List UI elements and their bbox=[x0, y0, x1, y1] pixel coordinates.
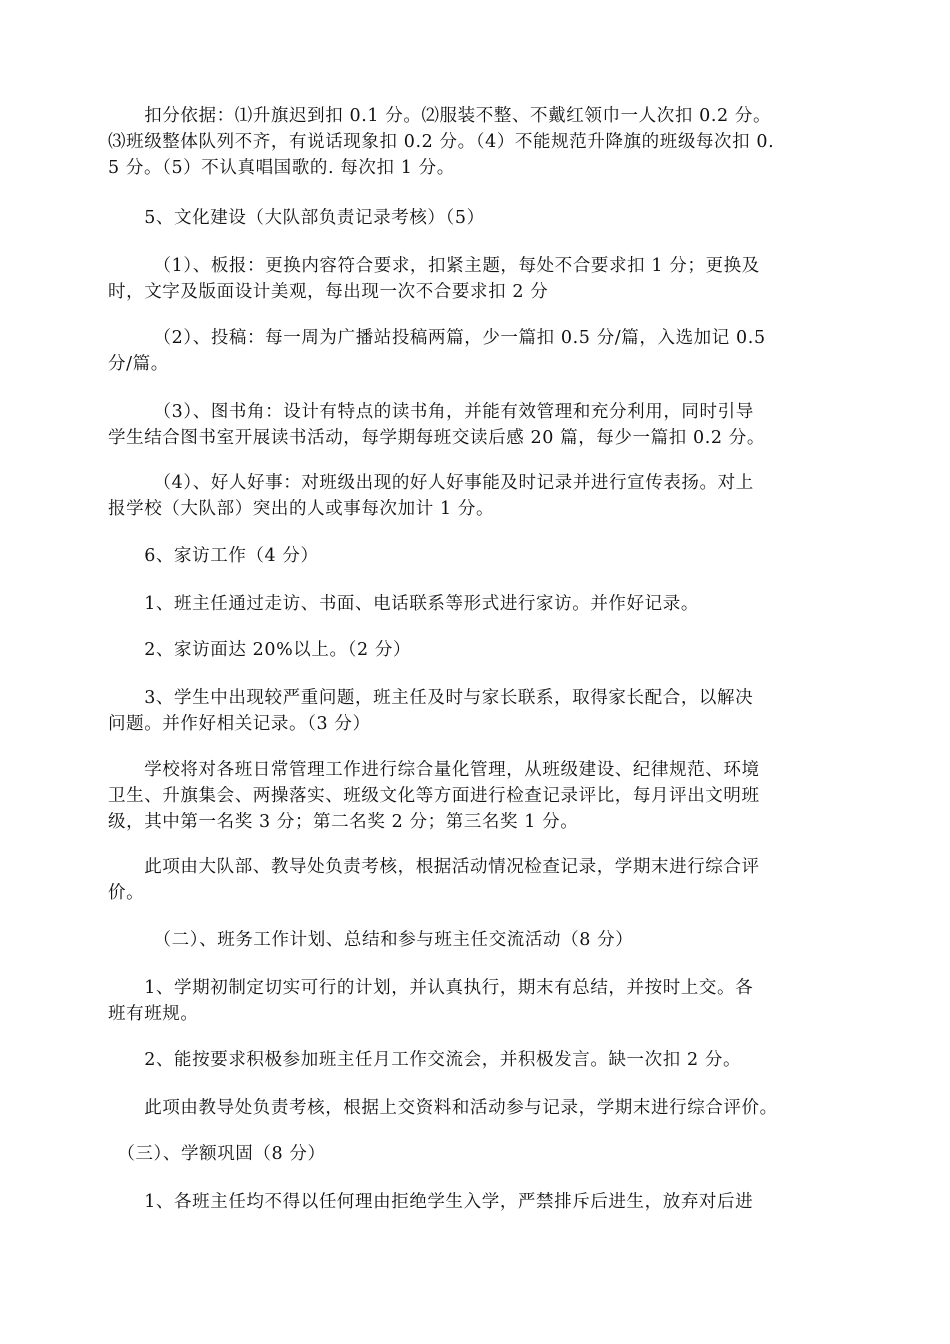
text-line: 分/篇。 bbox=[108, 354, 169, 374]
paragraph-deduction-basis bbox=[108, 103, 844, 181]
text-line: （1）、板报：更换内容符合要求，扣紧主题，每处不合要求扣 1 分；更换及 bbox=[108, 256, 760, 276]
text-line: 问题。并作好相关记录。（3 分） bbox=[108, 714, 371, 734]
text-line: ⑶班级整体队列不齐，有说话现象扣 0.2 分。（4）不能规范升降旗的班级每次扣 0. bbox=[108, 132, 775, 152]
paragraph-enrollment-1 bbox=[108, 1189, 844, 1215]
paragraph-quantified-management bbox=[108, 757, 844, 835]
text-line: 学生结合图书室开展读书活动，每学期每班交读后感 20 篇，每少一篇扣 0.2 分。 bbox=[108, 428, 765, 448]
text-line: 2、家访面达 20%以上。（2 分） bbox=[108, 640, 412, 660]
paragraph-plan-1 bbox=[108, 975, 844, 1027]
text-line: 学校将对各班日常管理工作进行综合量化管理，从班级建设、纪律规范、环境 bbox=[108, 760, 760, 780]
text-line: 5、文化建设（大队部负责记录考核）（5） bbox=[108, 208, 485, 228]
heading-culture-construction bbox=[108, 205, 844, 231]
heading-enrollment bbox=[108, 1141, 844, 1167]
text-line: 1、班主任通过走访、书面、电话联系等形式进行家访。并作好记录。 bbox=[108, 594, 699, 614]
text-line: 卫生、升旗集会、两操落实、班级文化等方面进行检查记录评比，每月评出文明班 bbox=[108, 786, 760, 806]
paragraph-submission bbox=[108, 325, 844, 377]
paragraph-assessment-brigade bbox=[108, 854, 844, 906]
text-line: （4）、好人好事：对班级出现的好人好事能及时记录并进行宣传表扬。对上 bbox=[108, 473, 754, 493]
paragraph-good-deeds bbox=[108, 470, 844, 522]
text-line: 价。 bbox=[108, 883, 145, 903]
paragraph-book-corner bbox=[108, 399, 844, 451]
text-line: 1、各班主任均不得以任何理由拒绝学生入学，严禁排斥后进生，放弃对后进 bbox=[108, 1192, 754, 1212]
text-line: 3、学生中出现较严重问题，班主任及时与家长联系，取得家长配合，以解决 bbox=[108, 688, 754, 708]
text-line: 班有班规。 bbox=[108, 1004, 199, 1024]
text-line: （二）、班务工作计划、总结和参与班主任交流活动（8 分） bbox=[108, 930, 634, 950]
text-line: 级，其中第一名奖 3 分；第二名奖 2 分；第三名奖 1 分。 bbox=[108, 812, 579, 832]
text-line: 此项由教导处负责考核，根据上交资料和活动参与记录，学期末进行综合评价。 bbox=[108, 1098, 778, 1118]
text-line: 扣分依据：⑴升旗迟到扣 0.1 分。⑵服装不整、不戴红领巾一人次扣 0.2 分。 bbox=[108, 106, 772, 126]
text-line: 时，文字及版面设计美观，每出现一次不合要求扣 2 分 bbox=[108, 282, 549, 302]
text-line: （3）、图书角：设计有特点的读书角，并能有效管理和充分利用，同时引导 bbox=[108, 402, 754, 422]
text-line: 1、学期初制定切实可行的计划，并认真执行，期末有总结，并按时上交。各 bbox=[108, 978, 754, 998]
paragraph-home-visit-3 bbox=[108, 685, 844, 737]
paragraph-home-visit-1 bbox=[108, 591, 844, 617]
paragraph-plan-2 bbox=[108, 1047, 844, 1073]
text-line: 报学校（大队部）突出的人或事每次加计 1 分。 bbox=[108, 499, 495, 519]
text-line: 2、能按要求积极参加班主任月工作交流会，并积极发言。缺一次扣 2 分。 bbox=[108, 1050, 742, 1070]
heading-class-work-plan bbox=[108, 927, 844, 953]
text-line: 此项由大队部、教导处负责考核，根据活动情况检查记录，学期末进行综合评 bbox=[108, 857, 760, 877]
text-line: （2）、投稿：每一周为广播站投稿两篇，少一篇扣 0.5 分/篇，入选加记 0.5 bbox=[108, 328, 766, 348]
text-line: 5 分。（5）不认真唱国歌的. 每次扣 1 分。 bbox=[108, 158, 455, 178]
paragraph-home-visit-2 bbox=[108, 637, 844, 663]
paragraph-assessment-office bbox=[108, 1095, 844, 1121]
paragraph-blackboard bbox=[108, 253, 844, 305]
heading-home-visit bbox=[108, 543, 844, 569]
text-line: （三）、学额巩固（8 分） bbox=[108, 1144, 326, 1164]
text-line: 6、家访工作（4 分） bbox=[108, 546, 319, 566]
